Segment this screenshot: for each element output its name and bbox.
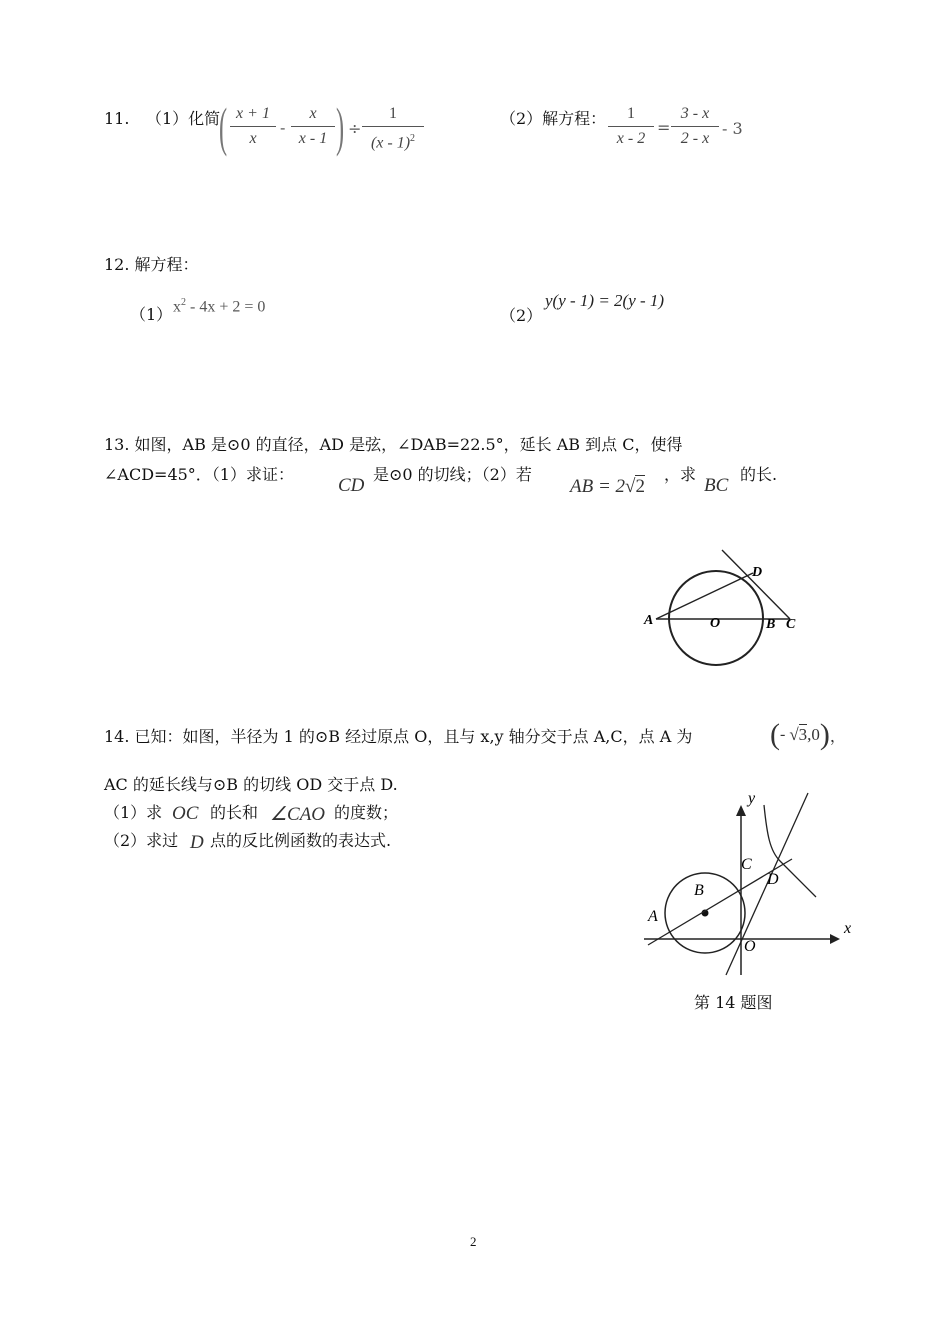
q11-f3-den-wrap (362, 129, 424, 153)
q14-l3b: 的长和 (210, 803, 259, 822)
q14-cao: ∠CAO (270, 804, 326, 825)
q13-ab-eq: AB = 2 (570, 476, 626, 497)
q11-f3-num: 1 (389, 105, 397, 122)
q12-part2-label: （2） (500, 306, 543, 325)
q13-figure (640, 542, 810, 668)
q11-f3-exp: 2 (410, 133, 416, 144)
q14-label-b: B (694, 882, 704, 899)
q12-part1-label: （1） (130, 305, 173, 324)
q11-eq-fraction-2 (671, 104, 719, 149)
q13-line2-b: 是⊙0 的切线；（2）若 (373, 465, 532, 484)
q13-line-ad (656, 573, 753, 619)
q14-d: D (190, 832, 204, 853)
q12-p1-x: x (173, 298, 181, 316)
q12-part2-equation: y(y - 1) = 2(y - 1) (545, 291, 665, 310)
q12-title: 12. 解方程： (104, 255, 199, 274)
q12-p1-exp: 2 (181, 297, 186, 308)
q14-label-a: A (648, 908, 658, 925)
q14-point-a: (- √3,0)， (770, 718, 846, 751)
q12-p1-rest: - 4x + 2 = 0 (190, 298, 266, 316)
q11-minus: - (280, 118, 286, 137)
q12-part1-equation (173, 292, 265, 318)
q13-cd: CD (338, 475, 365, 496)
q13-line-cd (722, 550, 790, 619)
q13-line1: 13. 如图，AB 是⊙0 的直径，AD 是弦，∠DAB=22.5°，延长 AB 到点 C，使得 (104, 435, 683, 454)
q13-label-d: D (752, 565, 763, 580)
q14-point-comma: ， (829, 728, 846, 746)
q14-l3a: （1）求 (104, 803, 163, 822)
q14-label-c: C (741, 856, 752, 873)
q13-sqrt-sign: √ (625, 476, 636, 497)
q11-f3-den: (x - 1) (370, 134, 411, 152)
q11-number: 11. (104, 109, 130, 128)
q13-bc: BC (704, 475, 729, 496)
q11-f1-num: x + 1 (236, 105, 270, 122)
page-number: 2 (470, 1234, 477, 1249)
q14-label-o: O (744, 938, 756, 955)
q14-l3c: 的度数； (334, 803, 399, 822)
q11-f2-den: x - 1 (298, 130, 328, 147)
q13-sqrt-val: 2 (635, 476, 645, 497)
q14-caption: 第 14 题图 (694, 993, 773, 1012)
q13-line2-d: 的长. (740, 465, 778, 484)
q13-line2-a: ∠ACD=45°．（1）求证： (104, 465, 294, 484)
q11-f2-num: x (309, 105, 317, 122)
q14-figure (640, 785, 860, 985)
q13-label-c: C (786, 617, 796, 632)
q14-l4b: 点的反比例函数的表达式. (210, 831, 392, 850)
q13-label-a: A (644, 613, 654, 628)
q11-e-num2: 3 - x (680, 105, 710, 122)
q11-e-den2: 2 - x (680, 130, 710, 147)
q14-oc: OC (172, 803, 199, 824)
q11-e-den1: x - 2 (616, 130, 646, 147)
q11-part1-label: （1）化简 (146, 109, 221, 128)
q11-f1-den: x (249, 130, 257, 147)
q14-point-sqrt: 3 (798, 725, 808, 744)
q11-e-num1: 1 (627, 105, 635, 122)
q13-line2-c: ，求 (664, 465, 697, 484)
q11-left-paren: ( (219, 97, 228, 157)
q11-fraction-2 (291, 104, 335, 149)
q11-divide: ÷ (348, 119, 362, 138)
q11-part2-label: （2）解方程： (500, 109, 607, 128)
q14-x-arrow (830, 934, 840, 944)
q13-label-o: O (710, 616, 721, 631)
q14-line1: 14. 已知：如图，半径为 1 的⊙B 经过原点 O，且与 x,y 轴分交于点 A,C，点 A 为 (104, 727, 693, 746)
q13-label-b: B (766, 617, 776, 632)
q14-label-d: D (767, 871, 779, 888)
q14-point-minus: - (780, 726, 786, 743)
q11-tail: - 3 (722, 119, 743, 138)
q11-fraction-3 (362, 104, 424, 153)
q14-l4a: （2）求过 (104, 831, 179, 850)
q14-label-y: y (748, 790, 756, 807)
q11-eq-fraction-1 (608, 104, 654, 149)
q11-equals: = (657, 118, 671, 137)
q14-line2: AC 的延长线与⊙B 的切线 OD 交于点 D. (104, 775, 398, 794)
q14-point-rest: ,0 (807, 725, 820, 744)
q14-label-x: x (844, 920, 852, 937)
q11-fraction-1 (230, 104, 276, 149)
q14-y-arrow (736, 805, 746, 816)
q13-ab-equation (570, 476, 645, 498)
q11-right-paren: ) (336, 97, 345, 157)
